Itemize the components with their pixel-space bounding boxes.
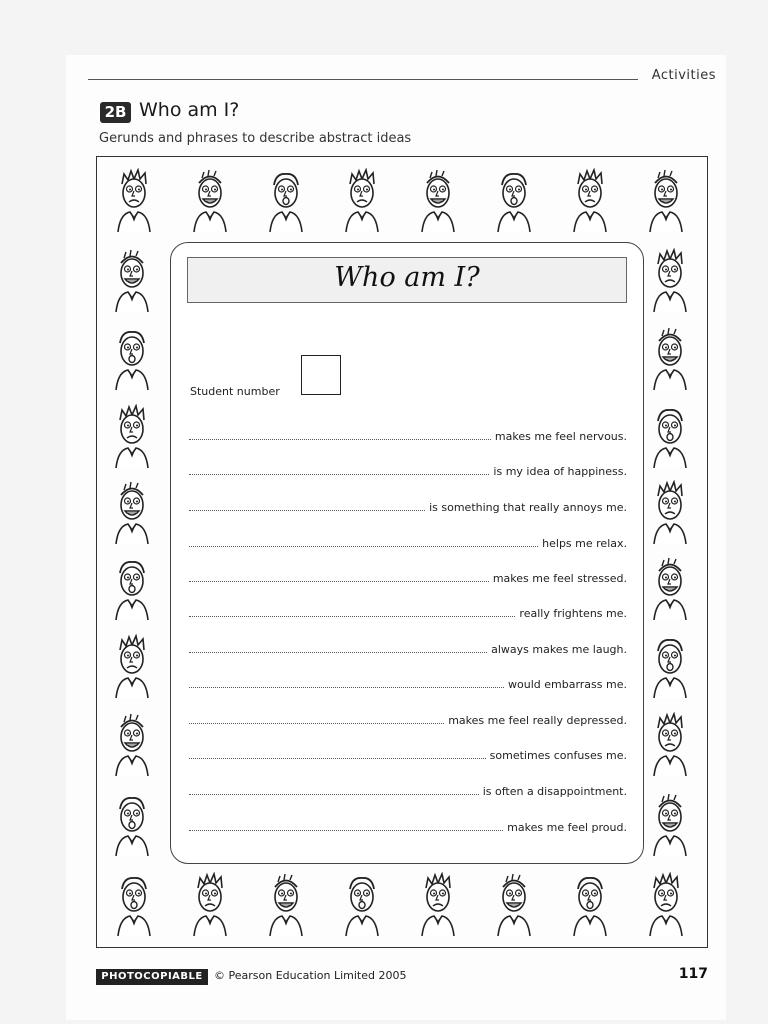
cartoon-face-icon: [490, 168, 538, 232]
prompt-line[interactable]: [189, 462, 627, 478]
prompt-phrase: is something that really annoys me.: [429, 501, 627, 514]
cartoon-face-icon: [646, 556, 694, 620]
prompt-line[interactable]: [189, 818, 627, 834]
cartoon-face-icon: [338, 872, 386, 936]
cartoon-face-icon: [414, 168, 462, 232]
cartoon-face-icon: [110, 872, 158, 936]
cartoon-face-icon: [110, 168, 158, 232]
prompt-line[interactable]: [189, 782, 627, 798]
cartoon-face-icon: [646, 248, 694, 312]
prompt-phrase: really frightens me.: [519, 607, 627, 620]
cartoon-face-icon: [186, 872, 234, 936]
prompt-line[interactable]: [189, 746, 627, 762]
cartoon-face-icon: [642, 872, 690, 936]
cartoon-face-icon: [108, 556, 156, 620]
cartoon-face-icon: [108, 248, 156, 312]
answer-blank[interactable]: [189, 687, 504, 688]
cartoon-face-icon: [566, 872, 614, 936]
photocopiable-badge: PHOTOCOPIABLE: [96, 969, 208, 985]
cartoon-face-icon: [186, 168, 234, 232]
prompt-line[interactable]: [189, 711, 627, 727]
cartoon-face-icon: [338, 168, 386, 232]
prompt-phrase: makes me feel proud.: [507, 821, 627, 834]
cartoon-face-icon: [108, 634, 156, 698]
cartoon-face-icon: [646, 404, 694, 468]
prompt-phrase: makes me feel really depressed.: [448, 714, 627, 727]
worksheet-heading: Who am I?: [334, 262, 480, 293]
cartoon-face-icon: [262, 872, 310, 936]
prompt-phrase: makes me feel stressed.: [492, 572, 627, 585]
answer-blank[interactable]: [189, 758, 486, 759]
cartoon-face-icon: [646, 480, 694, 544]
activity-subtitle: Gerunds and phrases to describe abstract ideas: [99, 131, 412, 146]
unit-badge: 2B: [100, 102, 131, 123]
cartoon-face-icon: [108, 712, 156, 776]
prompt-phrase: always makes me laugh.: [491, 643, 627, 656]
student-number-label: Student number: [190, 385, 280, 398]
section-name: Activities: [651, 68, 716, 83]
prompt-phrase: would embarrass me.: [508, 678, 627, 691]
answer-blank[interactable]: [189, 830, 503, 831]
cartoon-face-icon: [646, 792, 694, 856]
cartoon-face-icon: [108, 404, 156, 468]
worksheet-banner: [187, 257, 627, 303]
answer-blank[interactable]: [189, 510, 425, 511]
answer-blank[interactable]: [189, 474, 489, 475]
student-number-box[interactable]: [301, 355, 341, 395]
cartoon-face-icon: [490, 872, 538, 936]
cartoon-face-icon: [646, 712, 694, 776]
answer-blank[interactable]: [189, 616, 515, 617]
cartoon-face-icon: [566, 168, 614, 232]
cartoon-face-icon: [262, 168, 310, 232]
prompt-phrase: is often a disappointment.: [482, 785, 627, 798]
header-rule: [88, 79, 638, 80]
prompt-line[interactable]: [189, 675, 627, 691]
copyright-text: © Pearson Education Limited 2005: [214, 969, 407, 982]
worksheet-card: [170, 242, 644, 864]
answer-blank[interactable]: [189, 794, 479, 795]
cartoon-face-icon: [108, 792, 156, 856]
answer-blank[interactable]: [189, 581, 489, 582]
prompt-line[interactable]: [189, 569, 627, 585]
answer-blank[interactable]: [189, 439, 491, 440]
prompt-phrase: helps me relax.: [542, 537, 627, 550]
answer-blank[interactable]: [189, 546, 538, 547]
prompt-line[interactable]: [189, 604, 627, 620]
cartoon-face-icon: [414, 872, 462, 936]
cartoon-face-icon: [108, 480, 156, 544]
answer-blank[interactable]: [189, 652, 487, 653]
cartoon-face-icon: [642, 168, 690, 232]
prompt-phrase: sometimes confuses me.: [489, 749, 627, 762]
prompt-phrase: is my idea of happiness.: [493, 465, 627, 478]
cartoon-face-icon: [646, 634, 694, 698]
prompt-phrase: makes me feel nervous.: [494, 430, 627, 443]
answer-blank[interactable]: [189, 723, 444, 724]
page-number: 117: [678, 966, 708, 982]
prompt-line[interactable]: [189, 640, 627, 656]
activity-title: Who am I?: [139, 99, 240, 121]
prompt-line[interactable]: [189, 498, 627, 514]
cartoon-face-icon: [108, 326, 156, 390]
cartoon-face-icon: [646, 326, 694, 390]
prompt-line[interactable]: [189, 534, 627, 550]
prompt-line[interactable]: [189, 427, 627, 443]
